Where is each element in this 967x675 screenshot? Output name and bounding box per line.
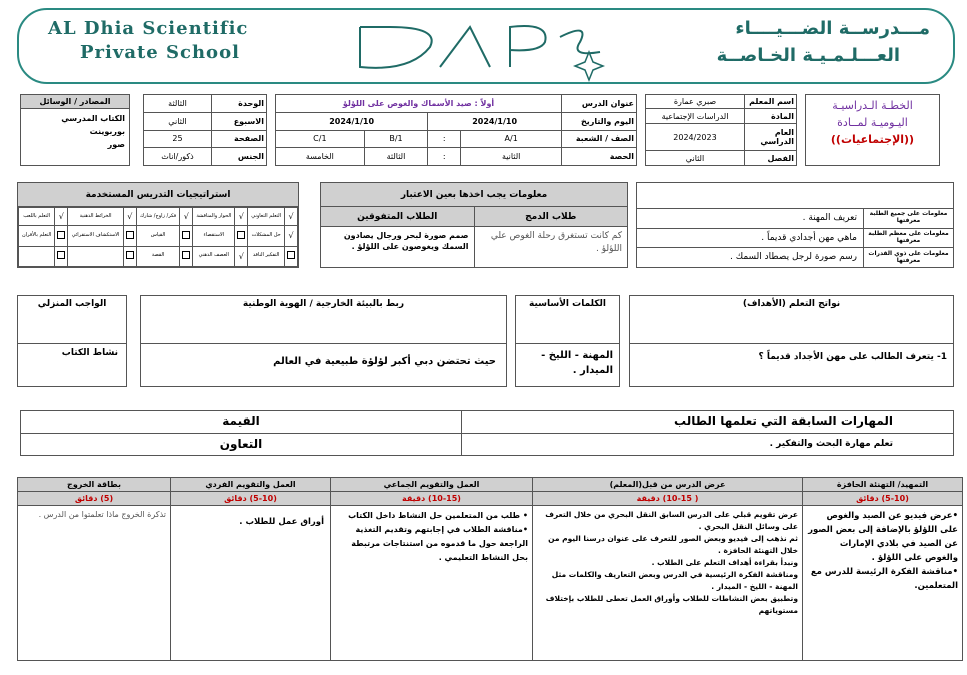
strategies-title: استراتيجيات التدريس المستخدمة — [18, 183, 298, 207]
value-title: القيمة — [21, 411, 462, 434]
links-title: ربط بالبيئة الخارجية / الهوية الوطنية — [141, 296, 506, 344]
procedure-text: تذكرة الخروج ماذا تعلمتوا من الدرس . — [18, 506, 171, 661]
strategy-check: √ — [123, 208, 136, 226]
procedure-title: التمهيد/ التهنئة الحافزة — [803, 478, 963, 492]
subject-value: الدراسات الإجتماعية — [646, 109, 745, 123]
unit-label: الوحدة — [212, 95, 267, 113]
strategy-label: التعلم بالأقران — [19, 226, 55, 246]
strategy-label: التفكير الناقد — [248, 246, 285, 266]
info-label-all: معلومات على جميع الطلبة معرفتها — [864, 209, 954, 229]
date-label: اليوم والتاريخ — [562, 112, 637, 130]
procedure-title: عرض الدرس من قبل(المعلم) — [533, 478, 803, 492]
strategy-checkbox[interactable] — [180, 246, 193, 266]
info-text-gifted: رسم صورة لرجل يصطاد السمك . — [637, 248, 864, 268]
strategy-label: فكر/ زاوج/ شارك — [136, 208, 179, 226]
strategy-label: القياس — [136, 226, 179, 246]
plan-title-box — [805, 94, 940, 166]
lesson-title: أولاً : صيد الأسماك والغوص على اللؤلؤ — [276, 95, 562, 113]
outcomes-box — [629, 295, 954, 387]
strategy-label: العصف الذهني — [193, 246, 235, 266]
gender-label: الجنس — [212, 148, 267, 166]
plan-title-line3: ((الإجتماعيات)) — [830, 133, 915, 146]
procedure-text: •عرض فيديو عن الصيد والغوص على اللؤلؤ بالإضافة إلى بعض الصور عن الصيد في بلادي الإمارات والغوص على اللؤلؤ . •مناقشة الفكرة الرئيسة للدرس مع المتعلمين. — [803, 506, 963, 661]
considerations-box — [320, 182, 628, 268]
strategy-checkbox[interactable] — [285, 246, 298, 266]
info-text-most: ماهي مهن أجدادي قديماً . — [637, 228, 864, 248]
school-name-ar-2: العـــلـمـيـة الخـاصــة — [716, 45, 900, 66]
homework-title: الواجب المنزلي — [18, 296, 126, 344]
strategy-checkbox[interactable] — [55, 246, 68, 266]
year-value: 2024/2023 — [646, 123, 745, 151]
period-1: الثانية — [461, 148, 562, 166]
class-3: 1/C — [276, 130, 365, 148]
lesson-title-label: عنوان الدرس — [562, 95, 637, 113]
strategy-check: √ — [285, 208, 298, 226]
strategy-checkbox[interactable] — [235, 226, 248, 246]
strategy-label: الحوار والمناقشة — [193, 208, 235, 226]
strategies-table — [18, 207, 298, 267]
term-label: الفصل — [745, 151, 797, 166]
date-1: 2024/1/10 — [428, 112, 562, 130]
keywords-title: الكلمات الأساسية — [516, 296, 619, 344]
resource-3: صور — [107, 140, 125, 149]
strategy-check: √ — [55, 208, 68, 226]
procedure-time: (5-10) دقائق — [171, 492, 331, 506]
lesson-table — [275, 94, 637, 166]
year-label: العام الدراسي — [745, 123, 797, 151]
period-sep: : — [428, 148, 461, 166]
outcomes-title: نواتج التعلم (الأهداف) — [630, 296, 953, 344]
procedure-time: (10-15) دقيقة — [331, 492, 533, 506]
info-text-all: تعريف المهنة . — [637, 209, 864, 229]
strategy-check: √ — [235, 208, 248, 226]
class-2: 1/B — [364, 130, 428, 148]
struggling-text: كم كانت تستغرق رحلة الغوص علي اللؤلؤ . — [490, 231, 622, 254]
strategy-checkbox[interactable] — [55, 226, 68, 246]
week-label: الاسبوع — [212, 112, 267, 130]
date-2: 2024/1/10 — [276, 112, 428, 130]
page-value: 25 — [144, 130, 212, 148]
considerations-title: معلومات يجب اخذها بعين الاعتبار — [321, 183, 627, 207]
procedure-text: أوراق عمل للطلاب . — [171, 506, 331, 661]
resource-2: بوربوينت — [89, 127, 125, 136]
procedure-title: العمل والتقويم الجماعي — [331, 478, 533, 492]
class-1: 1/A — [461, 130, 562, 148]
procedure-text: • طلب من المتعلمين حل النشاط داخل الكتاب •مناقشة الطلاب في إجابتهم وتقديم التغذية الراجعة حول ما قدموه من استنتاجات مرتبطة بحل النشاط التعليمي . — [331, 506, 533, 661]
prior-skills-title: المهارات السابقة التي تعلمها الطالب — [462, 411, 954, 434]
strategy-check: √ — [235, 246, 248, 266]
procedure-table — [17, 477, 963, 661]
value-text: التعاون — [21, 434, 462, 456]
school-name-en-2: Private School — [80, 42, 240, 63]
gifted-text: صمم صورة لبحر ورجال يصادون السمك ويغوصون على اللؤلؤ . — [343, 231, 469, 251]
skills-table — [20, 410, 954, 456]
strategy-check: √ — [285, 226, 298, 246]
procedure-time: (5) دقائق — [18, 492, 171, 506]
keywords-text: المهنة - الليخ - الميدار . — [541, 350, 613, 376]
student-info-table — [636, 182, 954, 268]
teacher-name: صبري عمارة — [646, 95, 745, 109]
term-value: الثاني — [646, 151, 745, 166]
unit-table — [143, 94, 267, 166]
unit-value: الثالثة — [144, 95, 212, 113]
strategy-label: حل المشكلات — [248, 226, 285, 246]
page-label: الصفحة — [212, 130, 267, 148]
class-sep: : — [428, 130, 461, 148]
info-label-most: معلومات على معظم الطلبة معرفتها — [864, 228, 954, 248]
strategy-label: التعلم التعاوني — [248, 208, 285, 226]
strategy-label: التعلم باللعب — [19, 208, 55, 226]
school-logo — [350, 12, 630, 82]
strategy-checkbox[interactable] — [123, 246, 136, 266]
school-name-en-1: AL Dhia Scientific — [48, 18, 249, 39]
strategy-checkbox[interactable] — [123, 226, 136, 246]
outcomes-text: 1- يتعرف الطالب على مهن الأجداد قديماً ؟ — [758, 352, 947, 362]
procedure-text: عرض تقويم قبلي على الدرس السابق النقل البحري من خلال التعرف على وسائل النقل البحري . ثم نذهب إلى فيديو وبعض الصور للتعرف على عنوان درسنا اليوم من خلال التهنئة الحافزة . ونبدأ بقراءة أهداف التعلم على الطلاب . ومناقشة الفكرة الرئيسية في الدرس وبعض التعاريف والكلمات مثل المهنة - الليخ - الميدار . وتطبيق بعض النشاطات للطلاب وأوراق العمل تعطى للطلاب بإختلاف مستوياتهم — [533, 506, 803, 661]
strategy-label: الاستقصاء — [193, 226, 235, 246]
strategy-checkbox[interactable] — [180, 226, 193, 246]
period-label: الحصة — [562, 148, 637, 166]
strategy-label: الخرائط الذهنية — [68, 208, 124, 226]
homework-text: نشاط الكتاب — [61, 348, 118, 358]
plan-title-line2: اليـوميـة لمــادة — [837, 116, 908, 129]
procedure-time: (5-10) دقائق — [803, 492, 963, 506]
procedure-title: العمل والتقويم الفردي — [171, 478, 331, 492]
info-label-gifted: معلومات على ذوي القدرات معرفتها — [864, 248, 954, 268]
subject-label: المادة — [745, 109, 797, 123]
period-2: الثالثة — [364, 148, 428, 166]
procedure-time: ( 10-15) دقيقة — [533, 492, 803, 506]
links-text: حيث تحتضن دبي أكبر لؤلؤة طبيعية في العالم — [273, 356, 496, 367]
gifted-label: الطلاب المتفوقين — [321, 207, 474, 227]
homework-box — [17, 295, 127, 387]
strategies-box — [17, 182, 299, 268]
plan-title-line1: الخطـة الـدراسيـة — [832, 99, 913, 112]
class-label: الصف / الشعبة — [562, 130, 637, 148]
week-value: الثاني — [144, 112, 212, 130]
period-3: الخامسة — [276, 148, 365, 166]
resources-label: المصادر / الوسائل — [21, 95, 129, 109]
struggling-label: طلاب الدمج — [475, 207, 628, 227]
procedure-title: بطاقة الخروج — [18, 478, 171, 492]
keywords-box — [515, 295, 620, 387]
teacher-name-label: اسم المعلم — [745, 95, 797, 109]
resource-1: الكتاب المدرسي — [61, 114, 125, 123]
strategy-check: √ — [180, 208, 193, 226]
resources-box — [20, 94, 130, 166]
teacher-table — [645, 94, 797, 166]
school-name-ar-1: مـــدرســة الضـــيــــاء — [735, 18, 930, 39]
prior-skills-text: تعلم مهارة البحث والتفكير . — [462, 434, 954, 456]
strategy-label: الاستكشاف الاستقرائي — [68, 226, 124, 246]
strategy-label: القصة — [136, 246, 179, 266]
gender-value: ذكور/اناث — [144, 148, 212, 166]
links-box — [140, 295, 507, 387]
